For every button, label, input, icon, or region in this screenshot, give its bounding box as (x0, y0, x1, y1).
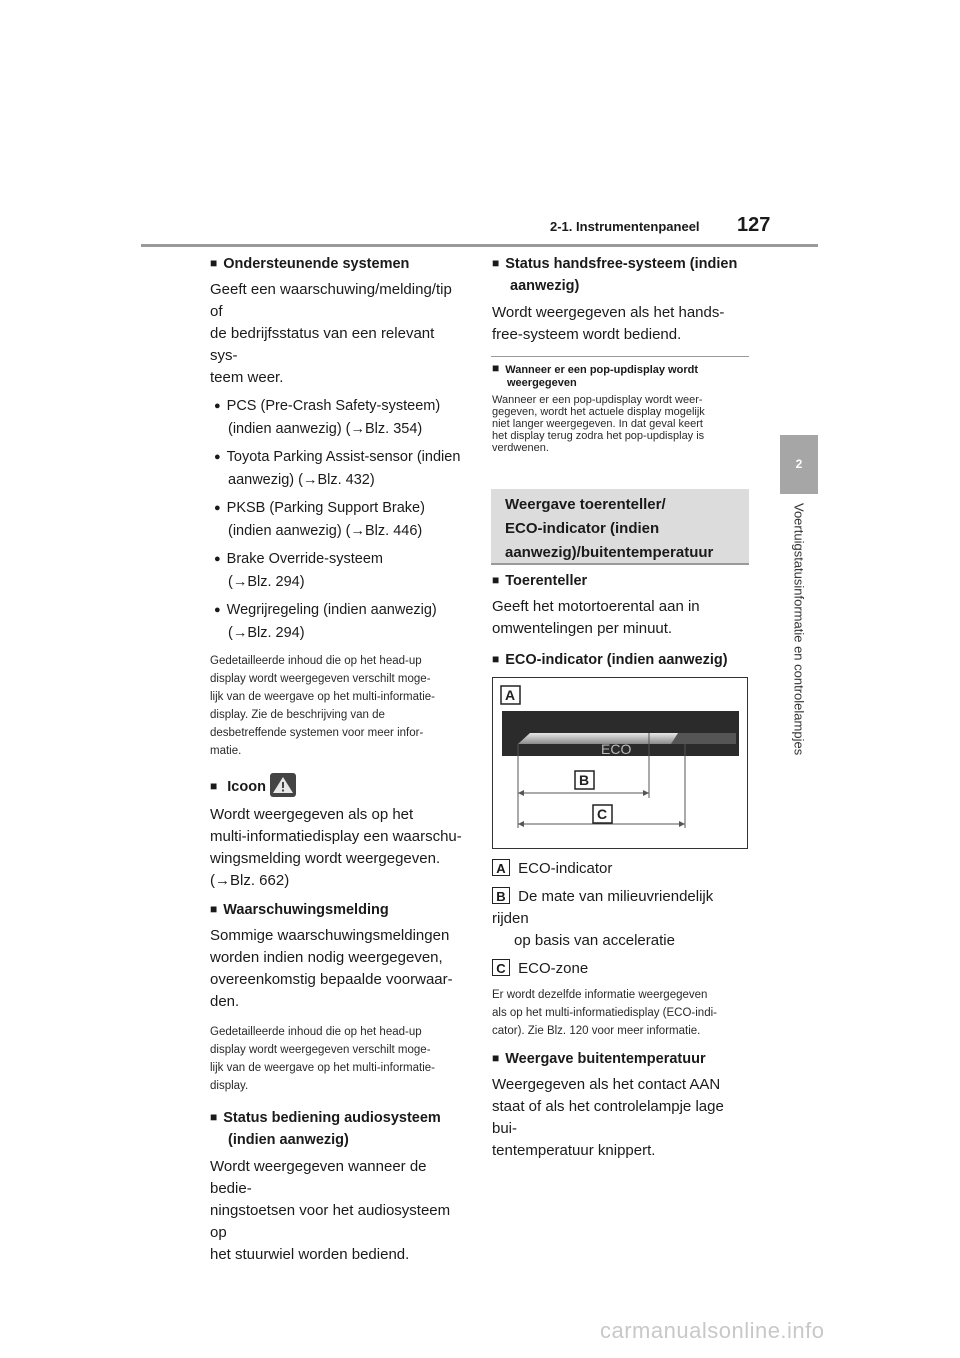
legend-item: A ECO-indicator (492, 858, 752, 880)
list-item: ● PKSB (Parking Support Brake) (indien aanwezig) (→Blz. 446) (214, 497, 465, 542)
note-ondersteunende: Gedetailleerde inhoud die op het head-up display wordt weergegeven verschilt moge- lijk van de weergave op het multi-informatie- display. Zie de beschrijving van de desbetreffende systemen voor meer infor- matie. (210, 655, 435, 757)
heading-audio: ■ Status bediening audiosysteem (indien aanwezig) (210, 1107, 465, 1151)
header-rule (141, 244, 818, 247)
heading-handsfree: ■ Status handsfree-systeem (indien aanwezig) (492, 253, 750, 297)
body-ondersteunende: Geeft een waarschuwing/melding/tip of de bedrijfsstatus van een relevant sys- teem weer. (210, 281, 452, 386)
section-box-title: Weergave toerenteller/ ECO-indicator (indien aanwezig)/buitentemperatuur (491, 489, 749, 565)
callout-b: B (579, 772, 590, 788)
body-waarschuwing: Sommige waarschuwingsmeldingen worden indien nodig weergegeven, overeenkomstig bepaalde voorwaar- den. (210, 927, 453, 1010)
legend-item: C ECO-zone (492, 958, 752, 980)
list-item: ● Wegrijregeling (indien aanwezig) (→Blz. 294) (214, 599, 465, 644)
running-header: 2-1. Instrumentenpaneel (550, 219, 700, 234)
heading-ondersteunende: ■ Ondersteunende systemen (210, 253, 465, 275)
body-toerenteller: Geeft het motortoerental aan in omwentelingen per minuut. (492, 598, 700, 637)
watermark: carmanualsonline.info (600, 1318, 825, 1343)
heading-eco: ■ ECO-indicator (indien aanwezig) (492, 649, 750, 671)
chapter-title-vertical: Voertuigstatusinformatie en controlelampjes (791, 503, 807, 756)
eco-label: ECO (601, 741, 632, 757)
heading-icoon: ■ Icoon (210, 775, 465, 799)
list-item: ● Toyota Parking Assist-sensor (indien aanwezig) (→Blz. 432) (214, 446, 465, 491)
list-item: ● Brake Override-systeem (→Blz. 294) (214, 548, 465, 593)
legend-item: B De mate van milieuvriendelijk rijden op basis van acceleratie (492, 888, 714, 949)
note-waarschuwing: Gedetailleerde inhoud die op het head-up display wordt weergegeven verschilt moge- lijk van de weergave op het multi-informatie- display. (210, 1026, 435, 1092)
page-number: 127 (737, 214, 771, 236)
body-buitentemperatuur: Weergegeven als het contact AAN staat of als het controlelampje lage bui- tentemperatuur knippert. (492, 1076, 724, 1159)
bullet-list (214, 395, 465, 644)
heading-buitentemperatuur: ■ Weergave buitentemperatuur (492, 1048, 752, 1070)
heading-waarschuwing: ■ Waarschuwingsmelding (210, 899, 465, 921)
body-icoon: Wordt weergegeven als op het multi-informatiedisplay een waarschu- wingsmelding wordt weergegeven. (→Blz. 662) (210, 806, 462, 889)
popup-note (492, 363, 750, 454)
eco-indicator-figure (492, 677, 748, 849)
figure-legend (492, 858, 752, 1162)
callout-a: A (505, 687, 516, 703)
warning-triangle-icon (270, 773, 296, 797)
list-item: ● PCS (Pre-Crash Safety-systeem) (indien aanwezig) (→Blz. 354) (214, 395, 465, 440)
body-handsfree: Wordt weergegeven als het hands- free-systeem wordt bediend. (492, 304, 725, 343)
heading-popup: ■ Wanneer er een pop-updisplay wordt weergegeven (492, 363, 750, 390)
left-column (210, 253, 465, 1266)
heading-toerenteller: ■ Toerenteller (492, 570, 750, 592)
body-popup: Wanneer er een pop-updisplay wordt weer- gegeven, wordt het actuele display mogelijk niet langer weergegeven. In dat geval keert het display terug zodra het pop-updisplay is verdwenen. (492, 394, 705, 454)
right-column-mid (492, 570, 750, 671)
note-eco: Er wordt dezelfde informatie weergegeven als op het multi-informatiedisplay (ECO-indi- cator). Zie Blz. 120 voor meer informatie. (492, 989, 717, 1037)
divider (491, 356, 749, 357)
eco-bar-fill (518, 733, 678, 744)
chapter-tab: 2 (780, 435, 818, 494)
right-column-top (492, 253, 750, 346)
body-audio: Wordt weergegeven wanneer de bedie- ningstoetsen voor het audiosysteem op het stuurwiel worden bediend. (210, 1158, 451, 1263)
callout-c: C (597, 806, 608, 822)
eco-indicator-diagram (493, 678, 747, 848)
